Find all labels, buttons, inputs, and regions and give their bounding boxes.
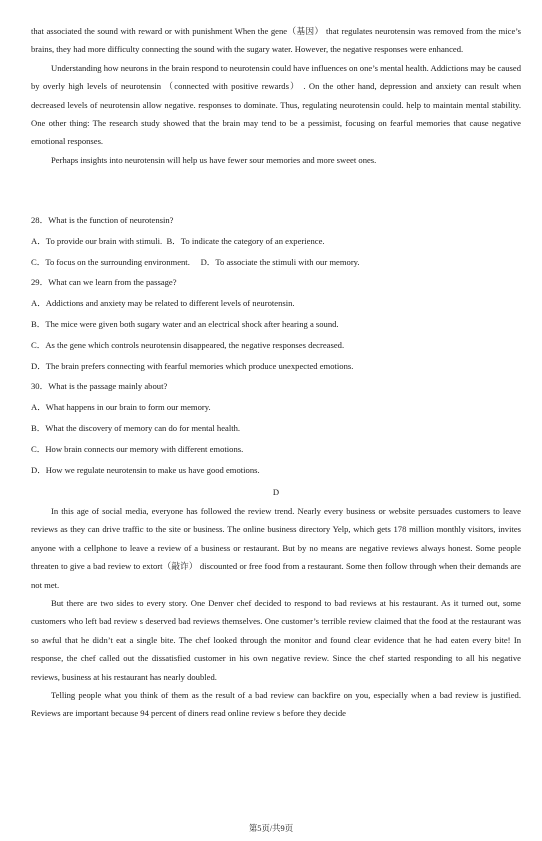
question-30-option-c: C．How brain connects our memory with different emotions. [31, 443, 244, 454]
passage-c-text [31, 22, 521, 169]
section-d-paragraph-1: In this age of social media, everyone has followed the review trend. Nearly every business or website persuades customers to leave reviews as they can drive traffic to the site or business. The online business directory Yelp, which gets 178 million monthly visitors, invites anyone with a cellphone to leave a review of a business or restaurant. But by no means are negative reviews always honest. Some people threaten to give a bad review to extort（敲诈） discounted or free food from a restaurant. Some then follow through when their demands are not met. [31, 506, 521, 590]
question-30-option-b: B．What the discovery of memory can do for mental health. [31, 422, 241, 433]
passage-c-paragraph-3: Perhaps insights into neurotensin will help us have fewer sour memories and more sweet ones. [51, 154, 377, 165]
section-d [31, 482, 521, 723]
question-29-stem: 29．What can we learn from the passage? [31, 277, 177, 288]
section-d-label: D [272, 487, 280, 497]
question-28-stem: 28．What is the function of neurotensin? [31, 215, 174, 225]
question-28-options-cd: C．To focus on the surrounding environment. D．To associate the stimuli with our memory. [31, 256, 360, 267]
question-29-option-c: C．As the gene which controls neurotensin disappeared, the negative responses decreased. [31, 339, 345, 350]
section-d-paragraph-2: But there are two sides to every story. One Denver chef decided to respond to bad reviews at his restaurant. As it turned out, some customers who left bad review s deserved bad reviews themselves. One customer’s terrible review claimed that the food at the restaurant was so awful that he didn’t eat a single bite. The chef looked through the monitor and found clear evidence that he had eaten every bite! In response, the chef called out the dissatisfied customer in his own negative review. Since the chef started responding to all his negative reviews, business at his restaurant has nearly doubled. [31, 598, 521, 682]
page-number: 第5页/共9页 [248, 824, 294, 833]
question-29-option-d: D．The brain prefers connecting with fearful memories which produce unexpected emotions. [31, 360, 354, 371]
question-30-stem: 30．What is the passage mainly about? [31, 381, 168, 392]
question-30-option-a: A．What happens in our brain to form our memory. [31, 402, 211, 413]
section-d-paragraph-3: Telling people what you think of them as the result of a bad review can backfire on you, especially when a bad review is justified. Reviews are important because 94 percent of diners read online review s before they decide [31, 690, 521, 719]
question-29-option-b: B．The mice were given both sugary water and an electrical shock after hearing a sound. [31, 318, 339, 329]
question-28-options-ab: A．To provide our brain with stimuli. B．To indicate the category of an experience. [31, 235, 325, 246]
question-29-option-a: A．Addictions and anxiety may be related to different levels of neurotensin. [31, 298, 295, 309]
passage-c-paragraph-2: Understanding how neurons in the brain respond to neurotensin could have influences on one’s mental health. Addictions may be caused by overly high levels of neurotensin （connected with positive rewards） . On the other hand, depression and anxiety can result when decreased levels of neurotensin allow negative. responses to dominate. Thus, regulating neurotensin could. help to maintain mental stability. One other thing: The research study showed that the brain may tend to be a pessimist, focusing on fearful memories that cause negative emotional responses. [31, 62, 521, 147]
question-block [31, 210, 521, 480]
question-30-option-d: D．How we regulate neurotensin to make us have good emotions. [31, 464, 260, 475]
passage-c-paragraph-1: that associated the sound with reward or with punishment When the gene（基因） that regulates neurotensin was removed from the mice’s brains, they had more difficulty connecting the sound with the sugary water. However, the negative responses were enhanced. [31, 26, 521, 55]
